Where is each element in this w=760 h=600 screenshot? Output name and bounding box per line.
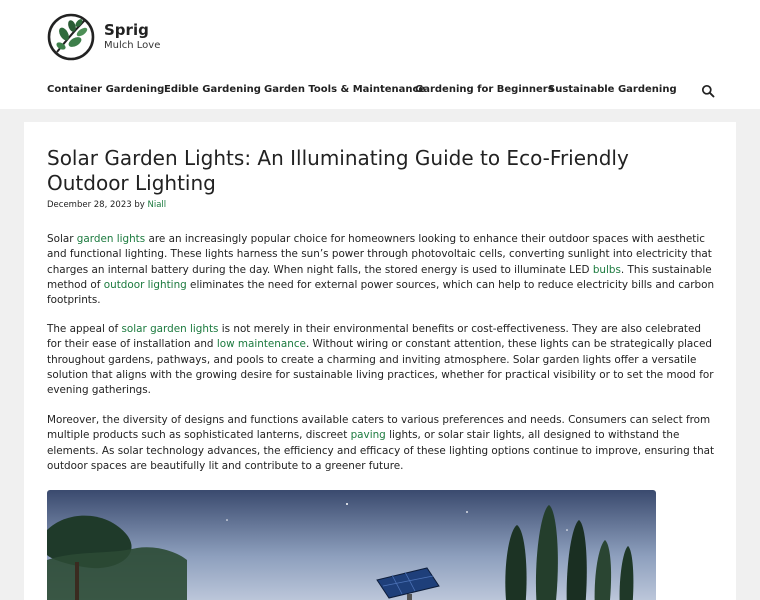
link-solar-garden-lights[interactable]: solar garden lights bbox=[121, 323, 219, 335]
article-meta bbox=[47, 200, 166, 210]
nav-item-gardening-for-beginners[interactable]: Gardening for Beginners bbox=[415, 84, 554, 95]
text: lights, or solar stair lights, all designed to withstand the elements. As solar technology advances, the efficiency and efficacy of these lighting options continue to improve, ensuring that outdoor spaces are beautifully lit and contribute to a greener future. bbox=[47, 429, 715, 472]
paragraph-2 bbox=[47, 322, 715, 398]
text: is not merely in their environmental benefits or cost-effectiveness. They are also celebrated for their ease of installation and bbox=[47, 323, 701, 351]
sprig-logo-icon[interactable] bbox=[47, 12, 95, 62]
search-icon[interactable] bbox=[701, 84, 715, 98]
text: The appeal of bbox=[47, 323, 122, 335]
byline-by: by bbox=[134, 200, 145, 210]
post-date: December 28, 2023 bbox=[47, 200, 132, 210]
author-link[interactable]: Niall bbox=[147, 200, 167, 210]
main-navigation bbox=[0, 78, 760, 104]
text: eliminates the need for external power sources, which can help to reduce electricity bills and carbon footprints. bbox=[47, 278, 715, 307]
text: Solar bbox=[47, 233, 77, 245]
text: . Without wiring or constant attention, these lights can be strategically placed throughout gardens, pathways, and pools to create a charming and inviting atmosphere. Solar garden lights offer a versatile solution that aligns with the growing desire for sustainable living practices, whether for practical visibility or to set the mood for evening gatherings. bbox=[47, 338, 714, 397]
site-tagline: Mulch Love bbox=[104, 40, 161, 51]
nav-item-edible-gardening[interactable]: Edible Gardening bbox=[164, 84, 261, 95]
nav-item-container-gardening[interactable]: Container Gardening bbox=[47, 84, 165, 95]
link-garden-lights[interactable]: garden lights bbox=[76, 233, 146, 245]
link-low-maintenance[interactable]: low maintenance bbox=[216, 338, 306, 351]
link-bulbs[interactable]: bulbs bbox=[592, 263, 621, 276]
nav-item-sustainable-gardening[interactable]: Sustainable Gardening bbox=[548, 84, 677, 95]
paragraph-3 bbox=[47, 413, 715, 474]
article-hero-image bbox=[47, 490, 656, 600]
text: . This sustainable method of bbox=[47, 263, 712, 291]
text: Moreover, the diversity of designs and functions available caters to various preferences and needs. Consumers can select from multiple products such as sophisticated lanterns, discreet bbox=[47, 414, 711, 442]
site-title[interactable]: Sprig bbox=[104, 21, 149, 39]
site-header bbox=[0, 0, 760, 109]
link-outdoor-lighting[interactable]: outdoor lighting bbox=[103, 278, 187, 291]
article-title: Solar Garden Lights: An Illuminating Guide to Eco-Friendly Outdoor Lighting bbox=[47, 146, 629, 195]
text: are an increasingly popular choice for homeowners looking to enhance their outdoor spaces with aesthetic and functional lighting. These lights harness the sun’s power through photovoltaic cells, converting sunlight into electricity that charges an internal battery during the day. When night falls, the stored energy is used to illuminate LED bbox=[47, 233, 712, 276]
paragraph-1 bbox=[47, 232, 715, 308]
link-paving[interactable]: paving bbox=[350, 429, 386, 442]
article-card bbox=[24, 122, 736, 600]
nav-item-garden-tools-maintenance[interactable]: Garden Tools & Maintenance bbox=[264, 84, 426, 95]
